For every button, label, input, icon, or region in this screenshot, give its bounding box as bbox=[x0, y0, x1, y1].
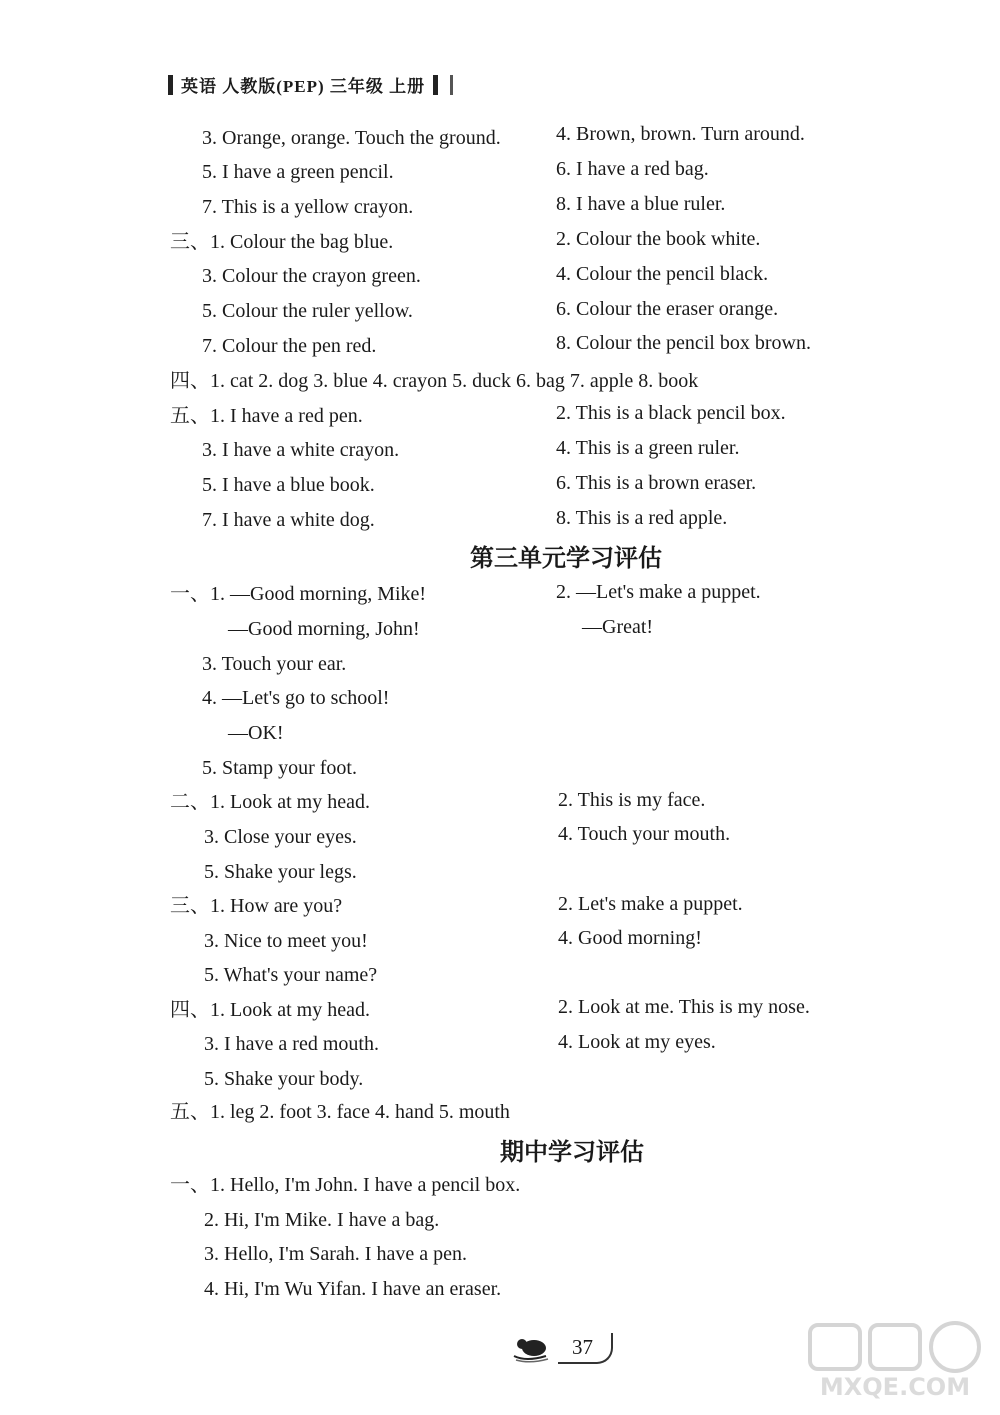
answer-line: 4. Look at my eyes. bbox=[558, 1031, 716, 1053]
section-title-unit3: 第三单元学习评估 bbox=[470, 544, 662, 572]
answer-line: 四、1. Look at my head. bbox=[170, 999, 370, 1021]
answer-line: 2. Hi, I'm Mike. I have a bag. bbox=[204, 1209, 440, 1231]
answer-line: 2. This is my face. bbox=[558, 789, 706, 811]
answer-line: 2. This is a black pencil box. bbox=[556, 402, 786, 424]
answer-line: 4. Touch your mouth. bbox=[558, 823, 731, 845]
answer-line: —OK! bbox=[228, 722, 284, 744]
answer-line: 4. Brown, brown. Turn around. bbox=[556, 123, 805, 145]
answer-line: 2. Let's make a puppet. bbox=[558, 893, 743, 915]
answer-line: 7. I have a white dog. bbox=[202, 509, 375, 531]
answer-line: 4. Hi, I'm Wu Yifan. I have an eraser. bbox=[204, 1278, 502, 1300]
answer-line: 5. Shake your body. bbox=[204, 1068, 364, 1090]
header-title: 英语 人教版(PEP) 三年级 上册 bbox=[181, 77, 426, 96]
answer-line: 3. Close your eyes. bbox=[204, 826, 357, 848]
page-footer bbox=[512, 1333, 613, 1364]
answer-line: 7. Colour the pen red. bbox=[202, 335, 377, 357]
answer-line: 6. I have a red bag. bbox=[556, 158, 709, 180]
decorative-bird-icon bbox=[512, 1334, 552, 1364]
answer-line: 二、1. Look at my head. bbox=[170, 791, 370, 813]
answer-line: 5. Shake your legs. bbox=[204, 861, 357, 883]
answer-line: 8. Colour the pencil box brown. bbox=[556, 332, 811, 354]
answer-line: 6. This is a brown eraser. bbox=[556, 472, 757, 494]
answer-line: 6. Colour the eraser orange. bbox=[556, 298, 779, 320]
answer-line: 7. This is a yellow crayon. bbox=[202, 196, 414, 218]
answer-line: 3. Touch your ear. bbox=[202, 653, 347, 675]
answer-line: 三、1. How are you? bbox=[170, 895, 343, 917]
answer-line: 3. Nice to meet you! bbox=[204, 930, 368, 952]
answer-line: 2. Look at me. This is my nose. bbox=[558, 996, 810, 1018]
answer-line: 4. Good morning! bbox=[558, 927, 702, 949]
answer-line: 8. This is a red apple. bbox=[556, 507, 728, 529]
answer-line: 5. I have a green pencil. bbox=[202, 161, 394, 183]
answer-line: 四、1. cat 2. dog 3. blue 4. crayon 5. duck 6. bag 7. apple 8. book bbox=[170, 370, 699, 392]
answer-line: 3. I have a white crayon. bbox=[202, 439, 400, 461]
page-number: 37 bbox=[558, 1333, 613, 1364]
answer-line: 5. Colour the ruler yellow. bbox=[202, 300, 413, 322]
answer-line: 3. Colour the crayon green. bbox=[202, 265, 421, 287]
answer-line: 2. —Let's make a puppet. bbox=[556, 581, 761, 603]
watermark-logo bbox=[800, 1317, 990, 1407]
answer-line: 5. Stamp your foot. bbox=[202, 757, 357, 779]
answer-line: 五、1. I have a red pen. bbox=[170, 405, 363, 427]
answer-line: 一、1. —Good morning, Mike! bbox=[170, 583, 427, 605]
header-bar-right-thin bbox=[450, 75, 453, 95]
answer-line: 8. I have a blue ruler. bbox=[556, 193, 726, 215]
answer-line: 2. Colour the book white. bbox=[556, 228, 761, 250]
page-header bbox=[160, 72, 461, 97]
answer-line: 一、1. Hello, I'm John. I have a pencil box. bbox=[170, 1174, 521, 1196]
section-title-midterm: 期中学习评估 bbox=[500, 1138, 644, 1166]
answer-line: 3. Orange, orange. Touch the ground. bbox=[202, 127, 501, 149]
header-bar-left bbox=[168, 75, 173, 95]
answer-line: 五、1. leg 2. foot 3. face 4. hand 5. mouth bbox=[170, 1101, 510, 1123]
watermark-text: MXQE.COM bbox=[819, 1373, 971, 1401]
answer-line: 4. This is a green ruler. bbox=[556, 437, 740, 459]
header-bar-right bbox=[433, 75, 438, 95]
answer-line: 4. —Let's go to school! bbox=[202, 687, 390, 709]
watermark-seal-icon bbox=[800, 1317, 990, 1377]
answer-line: 5. I have a blue book. bbox=[202, 474, 375, 496]
answer-line: 5. What's your name? bbox=[204, 964, 378, 986]
answer-line: 3. I have a red mouth. bbox=[204, 1033, 379, 1055]
answer-line: —Great! bbox=[582, 616, 654, 638]
answer-line: 三、1. Colour the bag blue. bbox=[170, 231, 394, 253]
answer-line: 4. Colour the pencil black. bbox=[556, 263, 769, 285]
answer-line: —Good morning, John! bbox=[228, 618, 420, 640]
answer-line: 3. Hello, I'm Sarah. I have a pen. bbox=[204, 1243, 467, 1265]
